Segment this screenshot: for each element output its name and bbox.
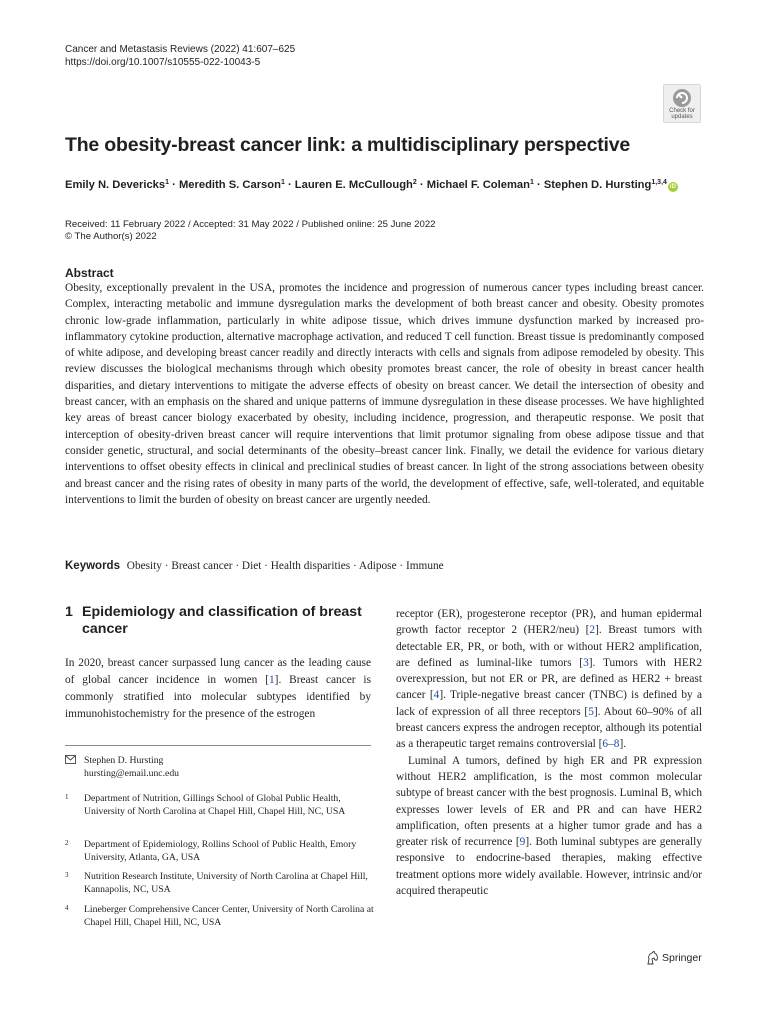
author-name[interactable]: Meredith S. Carson bbox=[178, 179, 281, 191]
affiliation-number: 3 bbox=[65, 871, 69, 879]
author-affiliation-ref: 1 bbox=[280, 179, 285, 186]
author-separator: · bbox=[284, 179, 295, 191]
affiliation-number: 1 bbox=[65, 793, 69, 801]
citation-link[interactable]: 9 bbox=[519, 836, 526, 849]
citation-link[interactable]: 2 bbox=[589, 624, 596, 637]
right-column bbox=[396, 606, 702, 899]
publication-dates: Received: 11 February 2022 / Accepted: 31 May 2022 / Published online: 25 June 2022 bbox=[65, 219, 436, 230]
author-name[interactable]: Lauren E. McCullough bbox=[294, 179, 413, 191]
affiliation-text: Lineberger Comprehensive Cancer Center, University of North Carolina at Chapel Hill, Chapel Hill, NC, USA bbox=[84, 904, 374, 928]
copyright-notice: © The Author(s) 2022 bbox=[65, 231, 157, 242]
check-badge-line2: updates bbox=[671, 114, 693, 120]
affiliation-text: Department of Epidemiology, Rollins School of Public Health, Emory University, Atlanta, GA, USA bbox=[84, 839, 357, 863]
author-separator: · bbox=[416, 179, 427, 191]
check-badge-line1: Check for bbox=[669, 108, 695, 114]
author-name[interactable]: Emily N. Devericks bbox=[65, 179, 166, 191]
text-run: ]. bbox=[619, 738, 627, 751]
section-heading bbox=[65, 604, 375, 638]
text-run: ]. Breast cancer is commonly stratified into molecular subtypes identified by immunohistochemistry for the presence of the estrogen bbox=[65, 674, 371, 720]
affiliation bbox=[65, 903, 375, 929]
body-paragraph bbox=[396, 606, 702, 753]
text-run: receptor (ER), progesterone receptor (PR), and human epidermal growth factor receptor 2 (HER2/neu) [ bbox=[396, 608, 702, 637]
text-run: ]. Triple-negative breast cancer (TNBC) is defined by a lack of expression of all three receptors [ bbox=[396, 689, 702, 718]
author-name[interactable]: Stephen D. Hursting bbox=[543, 179, 652, 191]
springer-horse-icon bbox=[646, 951, 659, 965]
author-affiliation-ref: 1 bbox=[529, 179, 534, 186]
body-paragraph bbox=[396, 753, 702, 900]
author-separator: · bbox=[169, 179, 179, 191]
envelope-icon bbox=[65, 755, 76, 764]
journal-citation: Cancer and Metastasis Reviews (2022) 41:607–625 bbox=[65, 44, 296, 55]
affiliation-text: Nutrition Research Institute, University of North Carolina at Chapel Hill, Kannapolis, NC, USA bbox=[84, 871, 368, 895]
author-affiliation-ref: 1 bbox=[165, 179, 170, 186]
affiliation bbox=[65, 870, 375, 896]
keywords-heading: Keywords bbox=[65, 560, 120, 572]
text-run: ]. Tumors with HER2 overexpression, but not ER or PR, are defined as HER2 + breast cancer [ bbox=[396, 656, 702, 702]
orcid-icon[interactable]: iD bbox=[669, 184, 676, 190]
citation-link[interactable]: 4 bbox=[433, 689, 440, 702]
author-name[interactable]: Michael F. Coleman bbox=[426, 179, 530, 191]
abstract-text: Obesity, exceptionally prevalent in the USA, promotes the incidence and progression of numerous cancer types including breast cancer. Complex, interacting metabolic and immune dysregulation marks the development of both breast cancer and obesity. Obesity promotes chronic low-grade inflammation, particularly in white adipose tissue, which drives immune dysfunction marked by increased pro-inflammatory cytokine production, alternative macrophage activation, and reduced T cell function. Breast tissue is predominantly composed of white adipose, and developing breast cancer readily and directly interacts with cells and signals from adipose remodeled by obesity. This review discusses the biological mechanisms through which obesity promotes breast cancer, the role of obesity in breast cancer health disparities, and dietary interventions to mitigate the adverse effects of obesity on breast cancer. We detail the intersection of obesity and breast cancer, with an emphasis on the shared and unique patterns of immune dysregulation in these disease processes. We have highlighted key areas of breast cancer biology exacerbated by obesity, including incidence, progression, and therapeutic response. We posit that interception of obesity-driven breast cancer will require interventions that limit protumor signaling from obese adipose tissue and that consider genetic, structural, and social determinants of the obesity–breast cancer link. Finally, we detail the evidence for various dietary interventions to offset obesity effects in clinical and preclinical studies of breast cancer. In light of the strong associations between obesity and breast cancer and the rising rates of obesity in many parts of the world, the development of effective, safe, well-tolerated, and equitable interventions to limit the burden of obesity on breast cancer are urgently needed. bbox=[65, 282, 704, 506]
abstract-heading: Abstract bbox=[65, 266, 114, 280]
check-for-updates-icon bbox=[672, 88, 692, 108]
text-run: ]. About 60–90% of all breast cancers express the androgen receptor, although its potential as a therapeutic target remains controversial [ bbox=[396, 705, 702, 751]
correspondent-email[interactable]: hursting@email.unc.edu bbox=[84, 768, 180, 779]
text-run: Luminal A tumors, defined by high ER and PR expression without HER2 amplification, is the most common molecular subtype of breast cancer with the best prognosis. Luminal B, which expresses lower levels of ER and PR and can have HER2 amplification, often presents at a higher tumor grade and has a greater risk of recurrence [ bbox=[396, 754, 702, 849]
citation-link[interactable]: 3 bbox=[583, 656, 589, 669]
affiliation bbox=[65, 838, 375, 864]
check-for-updates-badge[interactable] bbox=[663, 84, 701, 123]
affiliation bbox=[65, 792, 375, 818]
affiliation-text: Department of Nutrition, Gillings School of Global Public Health, University of North Carolina at Chapel Hill, Chapel Hill, NC, USA bbox=[84, 793, 346, 817]
keywords-list: Obesity · Breast cancer · Diet · Health disparities · Adipose · Immune bbox=[126, 560, 444, 572]
section-title: Epidemiology and classification of breast cancer bbox=[82, 604, 362, 637]
article-title: The obesity-breast cancer link: a multidisciplinary perspective bbox=[65, 134, 631, 156]
citation-link[interactable]: 5 bbox=[588, 705, 594, 718]
affiliation-number: 4 bbox=[65, 904, 69, 912]
affiliation-number: 2 bbox=[65, 839, 69, 847]
body-paragraph bbox=[65, 655, 371, 723]
author-affiliation-ref: 1,3,4 bbox=[651, 179, 667, 186]
text-run: ]. Both luminal subtypes are generally responsive to endocrine-based therapies, making effective treatment options more widely available. However, intrinsic and/or acquired therapeutic bbox=[396, 836, 703, 898]
footnote-divider bbox=[65, 745, 371, 746]
author-affiliation-ref: 2 bbox=[412, 179, 417, 186]
citation-link[interactable]: 1 bbox=[269, 674, 275, 686]
text-run: ]. Breast tumors with detectable ER, PR, or both, with or without HER2 amplification, are defined as luminal-like tumors [ bbox=[396, 624, 702, 669]
doi-link[interactable]: https://doi.org/10.1007/s10555-022-10043-5 bbox=[65, 57, 261, 68]
publisher-name: Springer bbox=[662, 952, 702, 964]
keywords bbox=[65, 558, 444, 574]
text-run: In 2020, breast cancer surpassed lung cancer as the leading cause of global cancer incidence in women [ bbox=[65, 657, 371, 686]
citation-link[interactable]: 6–8 bbox=[602, 738, 620, 751]
section-number: 1 bbox=[65, 604, 73, 620]
correspondence bbox=[65, 754, 371, 780]
author-separator: · bbox=[533, 179, 544, 191]
author-list bbox=[65, 179, 678, 192]
publisher-logo bbox=[646, 951, 702, 965]
correspondent-name: Stephen D. Hursting bbox=[84, 755, 164, 766]
